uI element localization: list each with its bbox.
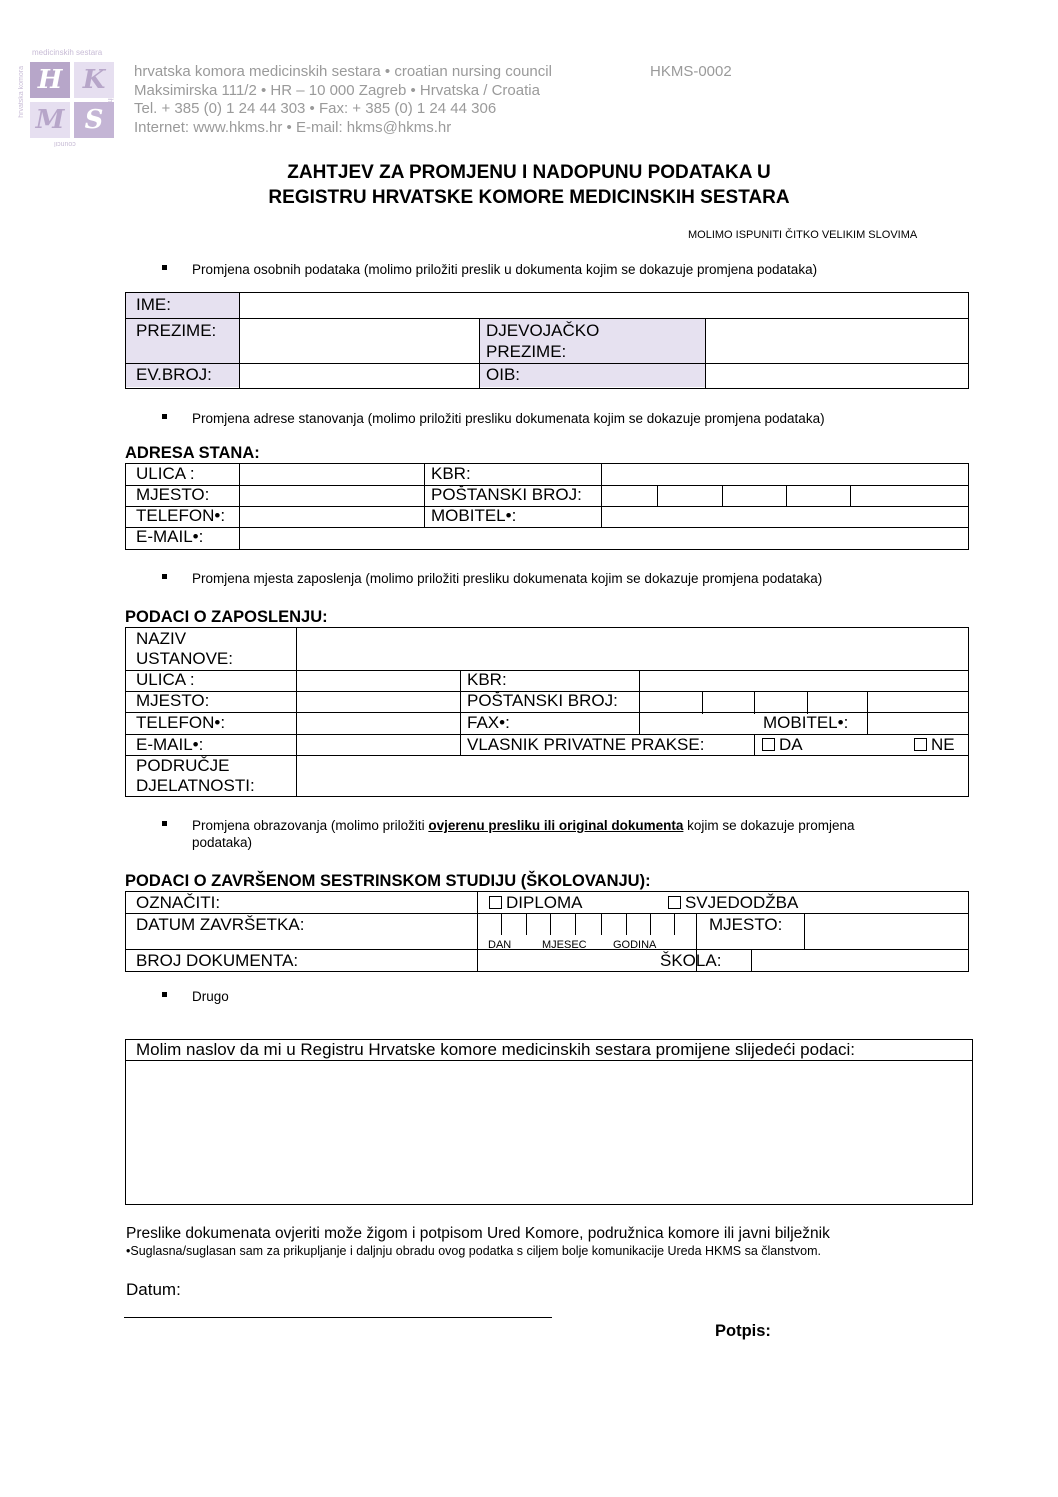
emp-mobitel-label: MOBITEL•: [763, 713, 849, 732]
emp-naziv-label-2: USTANOVE: [136, 649, 233, 668]
emp-naziv-field[interactable] [297, 628, 968, 670]
addr-postanski-label: POŠTANSKI BROJ: [431, 485, 582, 504]
org-contact-block [134, 63, 552, 137]
education-heading: PODACI O ZAVRŠENOM SESTRINSKOM STUDIJU (ŠKOLOVANJU): [125, 872, 651, 890]
logo-letter-k: K [74, 62, 114, 98]
document-code: HKMS-0002 [650, 63, 732, 80]
djevojacko-label-2: PREZIME: [486, 342, 567, 361]
emp-mjesto-field[interactable] [297, 692, 459, 712]
emp-ulica-field[interactable] [297, 671, 459, 691]
edu-broj-label: BROJ DOKUMENTA: [136, 951, 299, 970]
addr-kbr-field[interactable] [602, 464, 968, 485]
address-table [125, 463, 969, 550]
edu-skola-field[interactable] [752, 950, 968, 970]
form-title-line-2: REGISTRU HRVATSKE KOMORE MEDICINSKIH SESTARA [268, 187, 790, 208]
org-internet: Internet: www.hkms.hr • E-mail: hkms@hkms.hr [134, 118, 452, 136]
emp-ne-option[interactable]: NE [914, 735, 955, 755]
bullet-icon [162, 265, 167, 270]
oib-field[interactable] [706, 364, 968, 387]
hkms-logo [18, 46, 118, 147]
ime-field[interactable] [240, 294, 968, 317]
bullet-icon [162, 574, 167, 579]
addr-telefon-label: TELEFON•: [136, 506, 226, 525]
addr-email-field[interactable] [240, 528, 968, 548]
emp-postanski-field[interactable] [640, 692, 968, 712]
checkbox-icon [762, 738, 775, 751]
employment-heading: PODACI O ZAPOSLENJU: [125, 608, 328, 626]
addr-kbr-label: KBR: [431, 464, 471, 483]
emp-kbr-field[interactable] [640, 671, 968, 691]
prezime-field[interactable] [240, 319, 478, 362]
other-request-box [125, 1039, 973, 1205]
edu-oznaciti-label: OZNAČITI: [136, 893, 221, 912]
emp-ulica-label: ULICA : [136, 670, 195, 689]
addr-mobitel-label: MOBITEL•: [431, 506, 517, 525]
org-phone: Tel. + 385 (0) 1 24 44 303 • Fax: + 385 (0) 1 24 44 306 [134, 100, 497, 117]
personal-data-table [125, 292, 969, 389]
addr-telefon-field[interactable] [240, 507, 423, 527]
emp-telefon-label: TELEFON•: [136, 713, 226, 732]
other-request-label: Molim naslov da mi u Registru Hrvatske komore medicinskih sestara promijene slijedeći podaci: [136, 1040, 856, 1059]
addr-mobitel-field[interactable] [602, 507, 968, 527]
consent-note: •Suglasna/suglasan sam za prikupljanje i daljnju obradu ovog podatka s ciljem bolje komunikacije Ureda HKMS sa članstvom. [126, 1244, 822, 1258]
ime-label: IME: [136, 295, 171, 314]
logo-letter-h: H [30, 62, 70, 98]
edu-dan-label: DAN [488, 939, 512, 951]
addr-mjesto-label: MJESTO: [136, 485, 210, 504]
datum-label: Datum: [126, 1280, 181, 1299]
logo-top-text: medicinskih sestara [32, 48, 103, 57]
logo-letter-m: M [30, 102, 70, 138]
emp-fax-label: FAX•: [467, 713, 510, 732]
employment-table [125, 627, 969, 797]
bullet-icon [162, 414, 167, 419]
emp-fax-field[interactable] [640, 713, 754, 734]
evbroj-field[interactable] [240, 364, 478, 387]
edu-broj-field[interactable] [478, 950, 658, 970]
certification-note: Preslike dokumenata ovjeriti može žigom i potpisom Ured Komore, podružnica komore ili javni bilježnik [126, 1225, 830, 1242]
edu-mjesto-field[interactable] [805, 914, 968, 949]
bullet-icon [162, 821, 167, 826]
edu-svjedodzba-option[interactable]: SVJEDODŽBA [668, 893, 798, 913]
potpis-label: Potpis: [715, 1322, 771, 1340]
edu-godina-label: GODINA [613, 939, 657, 951]
emp-naziv-label-1: NAZIV [136, 629, 187, 648]
emp-podrucje-field[interactable] [297, 756, 968, 796]
emp-postanski-label: POŠTANSKI BROJ: [467, 691, 618, 710]
emp-mjesto-label: MJESTO: [136, 691, 210, 710]
emp-podrucje-label-2: DJELATNOSTI: [136, 776, 255, 795]
logo-side-text: hrvatska komora [18, 66, 25, 118]
address-heading: ADRESA STANA: [125, 444, 260, 462]
emp-email-field[interactable] [297, 735, 459, 755]
edu-skola-label: ŠKOLA: [660, 951, 722, 970]
checkbox-icon [668, 896, 681, 909]
checkbox-icon [489, 896, 502, 909]
emp-telefon-field[interactable] [297, 713, 459, 734]
edu-mjesec-label: MJESEC [542, 939, 587, 951]
form-title-line-1: ZAHTJEV ZA PROMJENU I NADOPUNU PODATAKA U [287, 162, 771, 183]
edu-datum-field[interactable] [478, 914, 696, 934]
datum-signature-line[interactable] [124, 1317, 552, 1318]
logo-bottom-text: council [54, 140, 76, 147]
emp-mobitel-field[interactable] [868, 713, 968, 734]
logo-letter-s: S [74, 102, 114, 138]
emp-kbr-label: KBR: [467, 670, 507, 689]
addr-ulica-field[interactable] [240, 464, 423, 485]
addr-mjesto-field[interactable] [240, 486, 423, 506]
emp-email-label: E-MAIL•: [136, 735, 204, 754]
oib-label: OIB: [486, 365, 521, 384]
other-request-field[interactable] [127, 1061, 970, 1202]
edu-datum-label: DATUM ZAVRŠETKA: [136, 915, 305, 934]
org-name: hrvatska komora medicinskih sestara • croatian nursing council [134, 63, 552, 80]
org-address: Maksimirska 111/2 • HR – 10 000 Zagreb • Hrvatska / Croatia [134, 81, 540, 99]
djevojacko-prezime-field[interactable] [706, 319, 968, 362]
edu-mjesto-label: MJESTO: [709, 915, 783, 934]
edu-diploma-option[interactable]: DIPLOMA [489, 893, 583, 913]
addr-email-label: E-MAIL•: [136, 527, 204, 546]
addr-postanski-field[interactable] [602, 486, 968, 506]
bullet-icon [162, 992, 167, 997]
prezime-label: PREZIME: [136, 321, 217, 340]
addr-ulica-label: ULICA : [136, 464, 195, 483]
emp-da-option[interactable]: DA [762, 735, 803, 755]
emp-podrucje-label-1: PODRUČJE [136, 756, 230, 775]
fill-instruction: MOLIMO ISPUNITI ČITKO VELIKIM SLOVIMA [688, 229, 918, 241]
emp-vlasnik-label: VLASNIK PRIVATNE PRAKSE: [467, 735, 705, 754]
checkbox-icon [914, 738, 927, 751]
evbroj-label: EV.BROJ: [136, 365, 212, 384]
djevojacko-label-1: DJEVOJAČKO [486, 321, 600, 340]
education-table [125, 891, 969, 972]
